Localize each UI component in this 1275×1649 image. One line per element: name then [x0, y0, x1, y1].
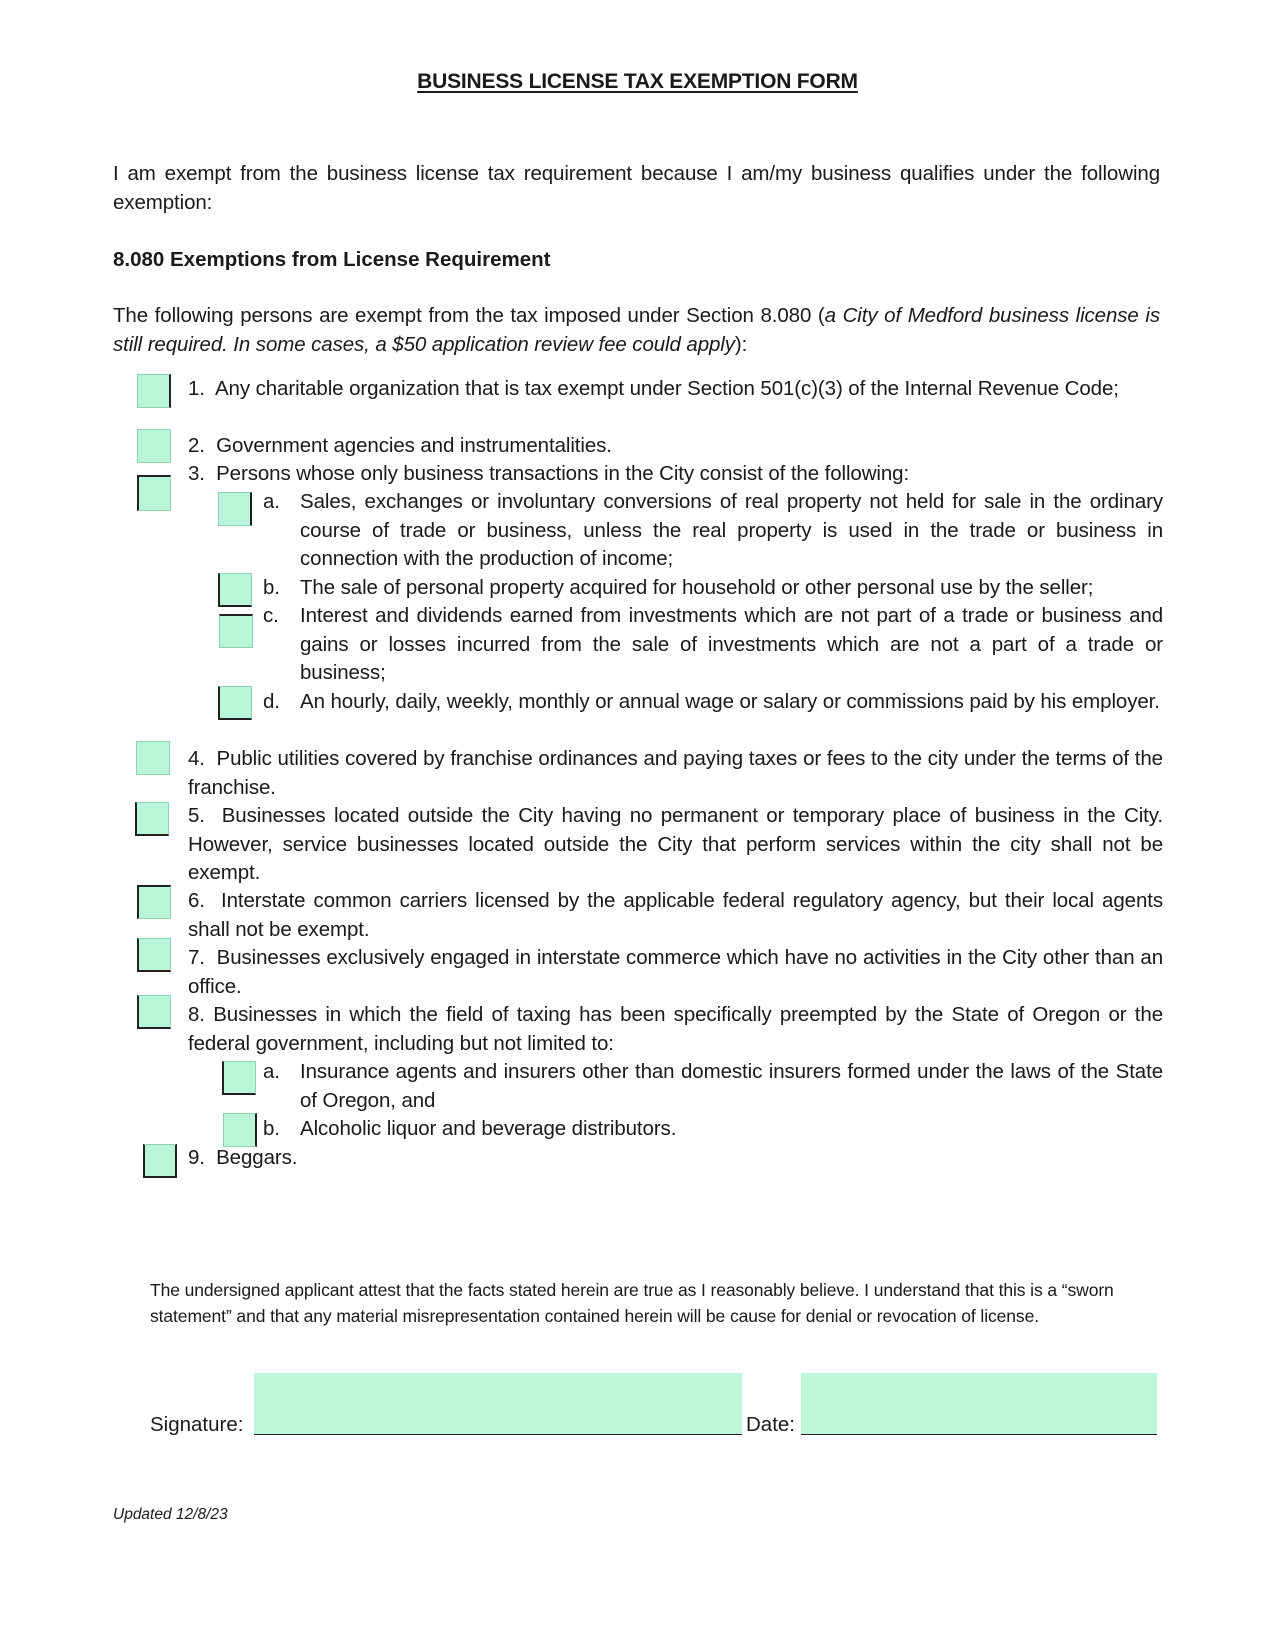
- exemption-item-1: [188, 375, 1123, 404]
- subitem-text: Sales, exchanges or involuntary conversions of real property not held for sale in the ordinary course of trade or business, unless the real property is used in the trade or business in connection with the production of income;: [300, 490, 1163, 570]
- checkbox-item-3a[interactable]: [218, 492, 252, 526]
- section-intro: [113, 302, 1160, 359]
- exemption-item-2: [188, 432, 1163, 461]
- item-number: 4.: [188, 747, 205, 770]
- subitem-label: a.: [263, 490, 280, 513]
- exemption-item-3: [188, 460, 1163, 489]
- checkbox-item-3b[interactable]: [218, 573, 252, 607]
- exemption-subitem-8b: [263, 1115, 1163, 1144]
- subitem-text: Alcoholic liquor and beverage distributors.: [300, 1117, 677, 1140]
- exemption-subitem-3b: [263, 574, 1163, 603]
- exemption-subitem-3c: [263, 602, 1163, 688]
- exemption-subitem-8a: [263, 1058, 1163, 1115]
- subitem-text: Interest and dividends earned from investments which are not part of a trade or business and gains or losses incurred from the sale of investments which are not a part of a trade or business;: [300, 604, 1163, 684]
- checkbox-item-3[interactable]: [137, 475, 171, 511]
- item-text: Public utilities covered by franchise ordinances and paying taxes or fees to the city under the terms of the franchise.: [188, 747, 1163, 799]
- checkbox-item-5[interactable]: [135, 802, 169, 836]
- item-number: 6.: [188, 889, 205, 912]
- subitem-text: An hourly, daily, weekly, monthly or annual wage or salary or commissions paid by his employer.: [300, 690, 1160, 713]
- checkbox-item-7[interactable]: [137, 938, 171, 972]
- date-label: Date:: [746, 1413, 795, 1436]
- item-text: Businesses exclusively engaged in interstate commerce which have no activities in the City other than an office.: [188, 946, 1163, 998]
- subitem-label: d.: [263, 690, 280, 713]
- checkbox-item-8a[interactable]: [222, 1061, 256, 1095]
- attestation-statement: The undersigned applicant attest that the facts stated herein are true as I reasonably believe. I understand that this is a “sworn statement” and that any material misrepresentation contained herein will be cause for denial or revocation of license.: [150, 1280, 1114, 1326]
- checkbox-item-6[interactable]: [137, 885, 171, 919]
- item-text: Any charitable organization that is tax exempt under Section 501(c)(3) of the Internal Revenue Code;: [214, 377, 1119, 400]
- item-text: Persons whose only business transactions in the City consist of the following:: [216, 462, 910, 485]
- form-title: BUSINESS LICENSE TAX EXEMPTION FORM: [417, 70, 858, 93]
- exemption-item-4: [188, 745, 1163, 802]
- exemption-item-9: [188, 1144, 1163, 1173]
- section-intro-note: a City of Medford business license is still required. In some cases, a $50 application review fee could apply: [113, 304, 1160, 356]
- checkbox-item-8[interactable]: [137, 995, 171, 1029]
- exemption-item-7: [188, 944, 1163, 1001]
- item-text: Beggars.: [216, 1146, 298, 1169]
- exemption-subitem-3a: [263, 488, 1163, 574]
- section-intro-text: The following persons are exempt from the tax imposed under Section 8.080 (: [113, 304, 825, 327]
- date-field[interactable]: [801, 1373, 1157, 1435]
- subitem-label: b.: [263, 1117, 280, 1140]
- item-number: 3.: [188, 462, 205, 485]
- checkbox-item-9[interactable]: [143, 1144, 177, 1178]
- exemption-item-8: [188, 1001, 1163, 1058]
- subitem-label: b.: [263, 576, 280, 599]
- updated-date: Updated 12/8/23: [113, 1506, 228, 1523]
- checkbox-item-4[interactable]: [136, 741, 170, 775]
- item-number: 5.: [188, 804, 205, 827]
- item-text: Interstate common carriers licensed by the applicable federal regulatory agency, but their local agents shall not be exempt.: [188, 889, 1163, 941]
- item-text: Government agencies and instrumentalities.: [216, 434, 612, 457]
- checkbox-item-3d[interactable]: [218, 686, 252, 720]
- signature-field[interactable]: [254, 1373, 742, 1435]
- section-heading: 8.080 Exemptions from License Requirement: [113, 248, 551, 271]
- checkbox-item-2[interactable]: [137, 429, 171, 463]
- intro-paragraph: I am exempt from the business license tax requirement because I am/my business qualifies under the following exemption:: [113, 162, 1160, 214]
- item-number: 8.: [188, 1003, 205, 1026]
- item-number: 1.: [188, 377, 205, 400]
- item-number: 9.: [188, 1146, 205, 1169]
- item-text: Businesses located outside the City having no permanent or temporary place of business in the City. However, service businesses located outside the City that perform services within the city shall not be exempt.: [188, 804, 1163, 884]
- signature-label: Signature:: [150, 1413, 244, 1436]
- item-text: Businesses in which the field of taxing has been specifically preempted by the State of Oregon or the federal government, including but not limited to:: [188, 1003, 1163, 1055]
- exemption-subitem-3d: [263, 688, 1163, 717]
- subitem-label: c.: [263, 604, 279, 627]
- checkbox-item-1[interactable]: [137, 374, 171, 408]
- exemption-item-5: [188, 802, 1163, 888]
- subitem-text: The sale of personal property acquired for household or other personal use by the seller;: [300, 576, 1094, 599]
- checkbox-item-8b[interactable]: [223, 1113, 257, 1147]
- item-number: 7.: [188, 946, 205, 969]
- exemption-item-6: [188, 887, 1163, 944]
- subitem-label: a.: [263, 1060, 280, 1083]
- section-intro-end: ):: [734, 332, 748, 356]
- subitem-text: Insurance agents and insurers other than domestic insurers formed under the laws of the State of Oregon, and: [300, 1060, 1163, 1112]
- item-number: 2.: [188, 434, 205, 457]
- checkbox-item-3c[interactable]: [219, 614, 253, 648]
